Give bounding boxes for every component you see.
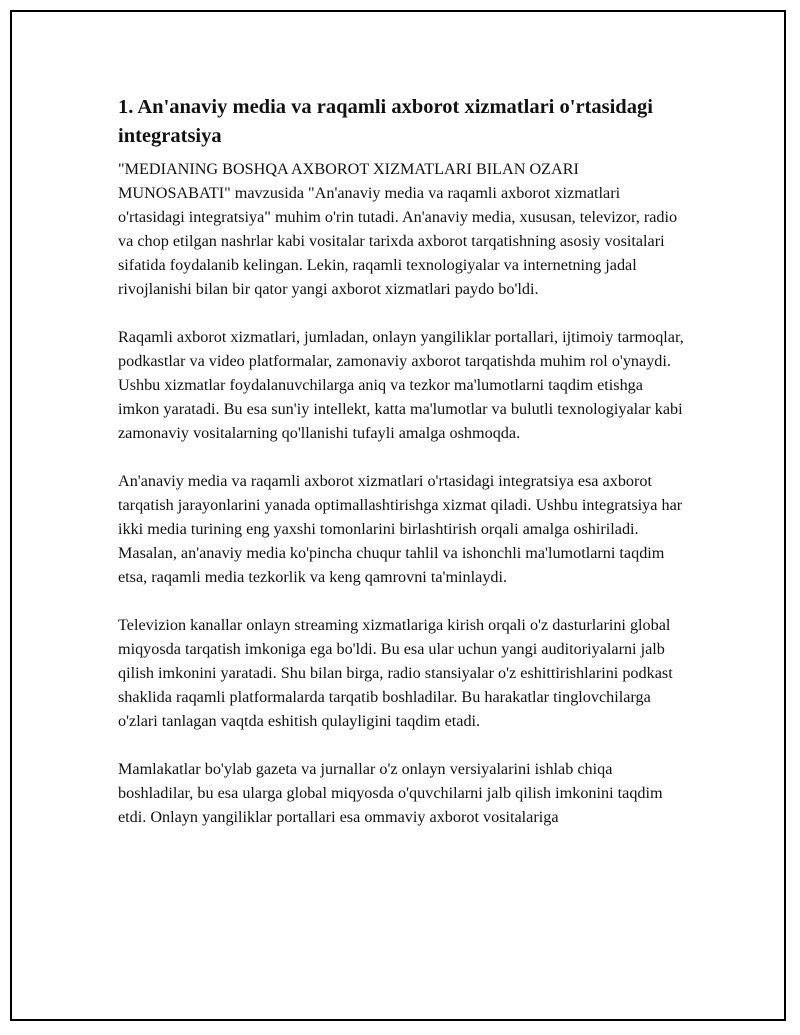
paragraph-4: Televizion kanallar onlayn streaming xizmatlariga kirish orqali o'z dasturlarini global miqyosda tarqatish imkoniga ega bo'ldi. Bu esa ular uchun yangi auditoriyalarni jalb qilish imkonini yaratadi. Shu bilan birga, radio stansiyalar o'z eshittirishlarini podkast shaklida raqamli platformalarda tarqatib boshladilar. Bu harakatlar tinglovchilarga o'zlari tanlagan vaqtda eshitish qulayligini taqdim etadi. [118,616,673,730]
paragraph-5: Mamlakatlar bo'ylab gazeta va jurnallar o'z onlayn versiyalarini ishlab chiqa boshladilar, bu esa ularga global miqyosda o'quvchilarni jalb qilish imkonini taqdim etdi. Onlayn yangiliklar portallari esa ommaviy axborot vositalariga [118,760,663,826]
paragraph-2: Raqamli axborot xizmatlari, jumladan, onlayn yangiliklar portallari, ijtimoiy tarmoqlar, podkastlar va video platformalar, zamonaviy axborot tarqatishda muhim rol o'ynaydi. Ushbu xizmatlar foydalanuvchilarga aniq va tezkor ma'lumotlarni taqdim etishga imkon yaratadi. Bu esa sun'iy intellekt, katta ma'lumotlar va bulutli texnologiyalar kabi zamonaviy vositalarning qo'llanishi tufayli amalga oshmoqda. [118,328,684,442]
paragraph-3: An'anaviy media va raqamli axborot xizmatlari o'rtasidagi integratsiya esa axborot tarqatish jarayonlarini yanada optimallashtirishga xizmat qiladi. Ushbu integratsiya har ikki media turining eng yaxshi tomonlarini birlashtirish orqali amalga oshiriladi. Masalan, an'anaviy media ko'pincha chuqur tahlil va ishonchli ma'lumotlarni taqdim etsa, raqamli media tezkorlik va keng qamrovni ta'minlaydi. [118,472,683,586]
paragraph-1: "MEDIANING BOSHQA AXBOROT XIZMATLARI BILAN OZARI MUNOSABATI" mavzusida "An'anaviy media va raqamli axborot xizmatlari o'rtasidagi integratsiya" muhim o'rin tutadi. An'anaviy media, xususan, televizor, radio va chop etilgan nashrlar kabi vositalar tarixda axborot tarqatishning asosiy vositalari sifatida foydalanib kelingan. Lekin, raqamli texnologiyalar va internetning jadal rivojlanishi bilan bir qator yangi axborot xizmatlari paydo bo'ldi. [118,160,678,298]
section-heading: 1. An'anaviy media va raqamli axborot xizmatlari o'rtasidagi integratsiya [118,96,653,147]
document-body [118,93,684,853]
